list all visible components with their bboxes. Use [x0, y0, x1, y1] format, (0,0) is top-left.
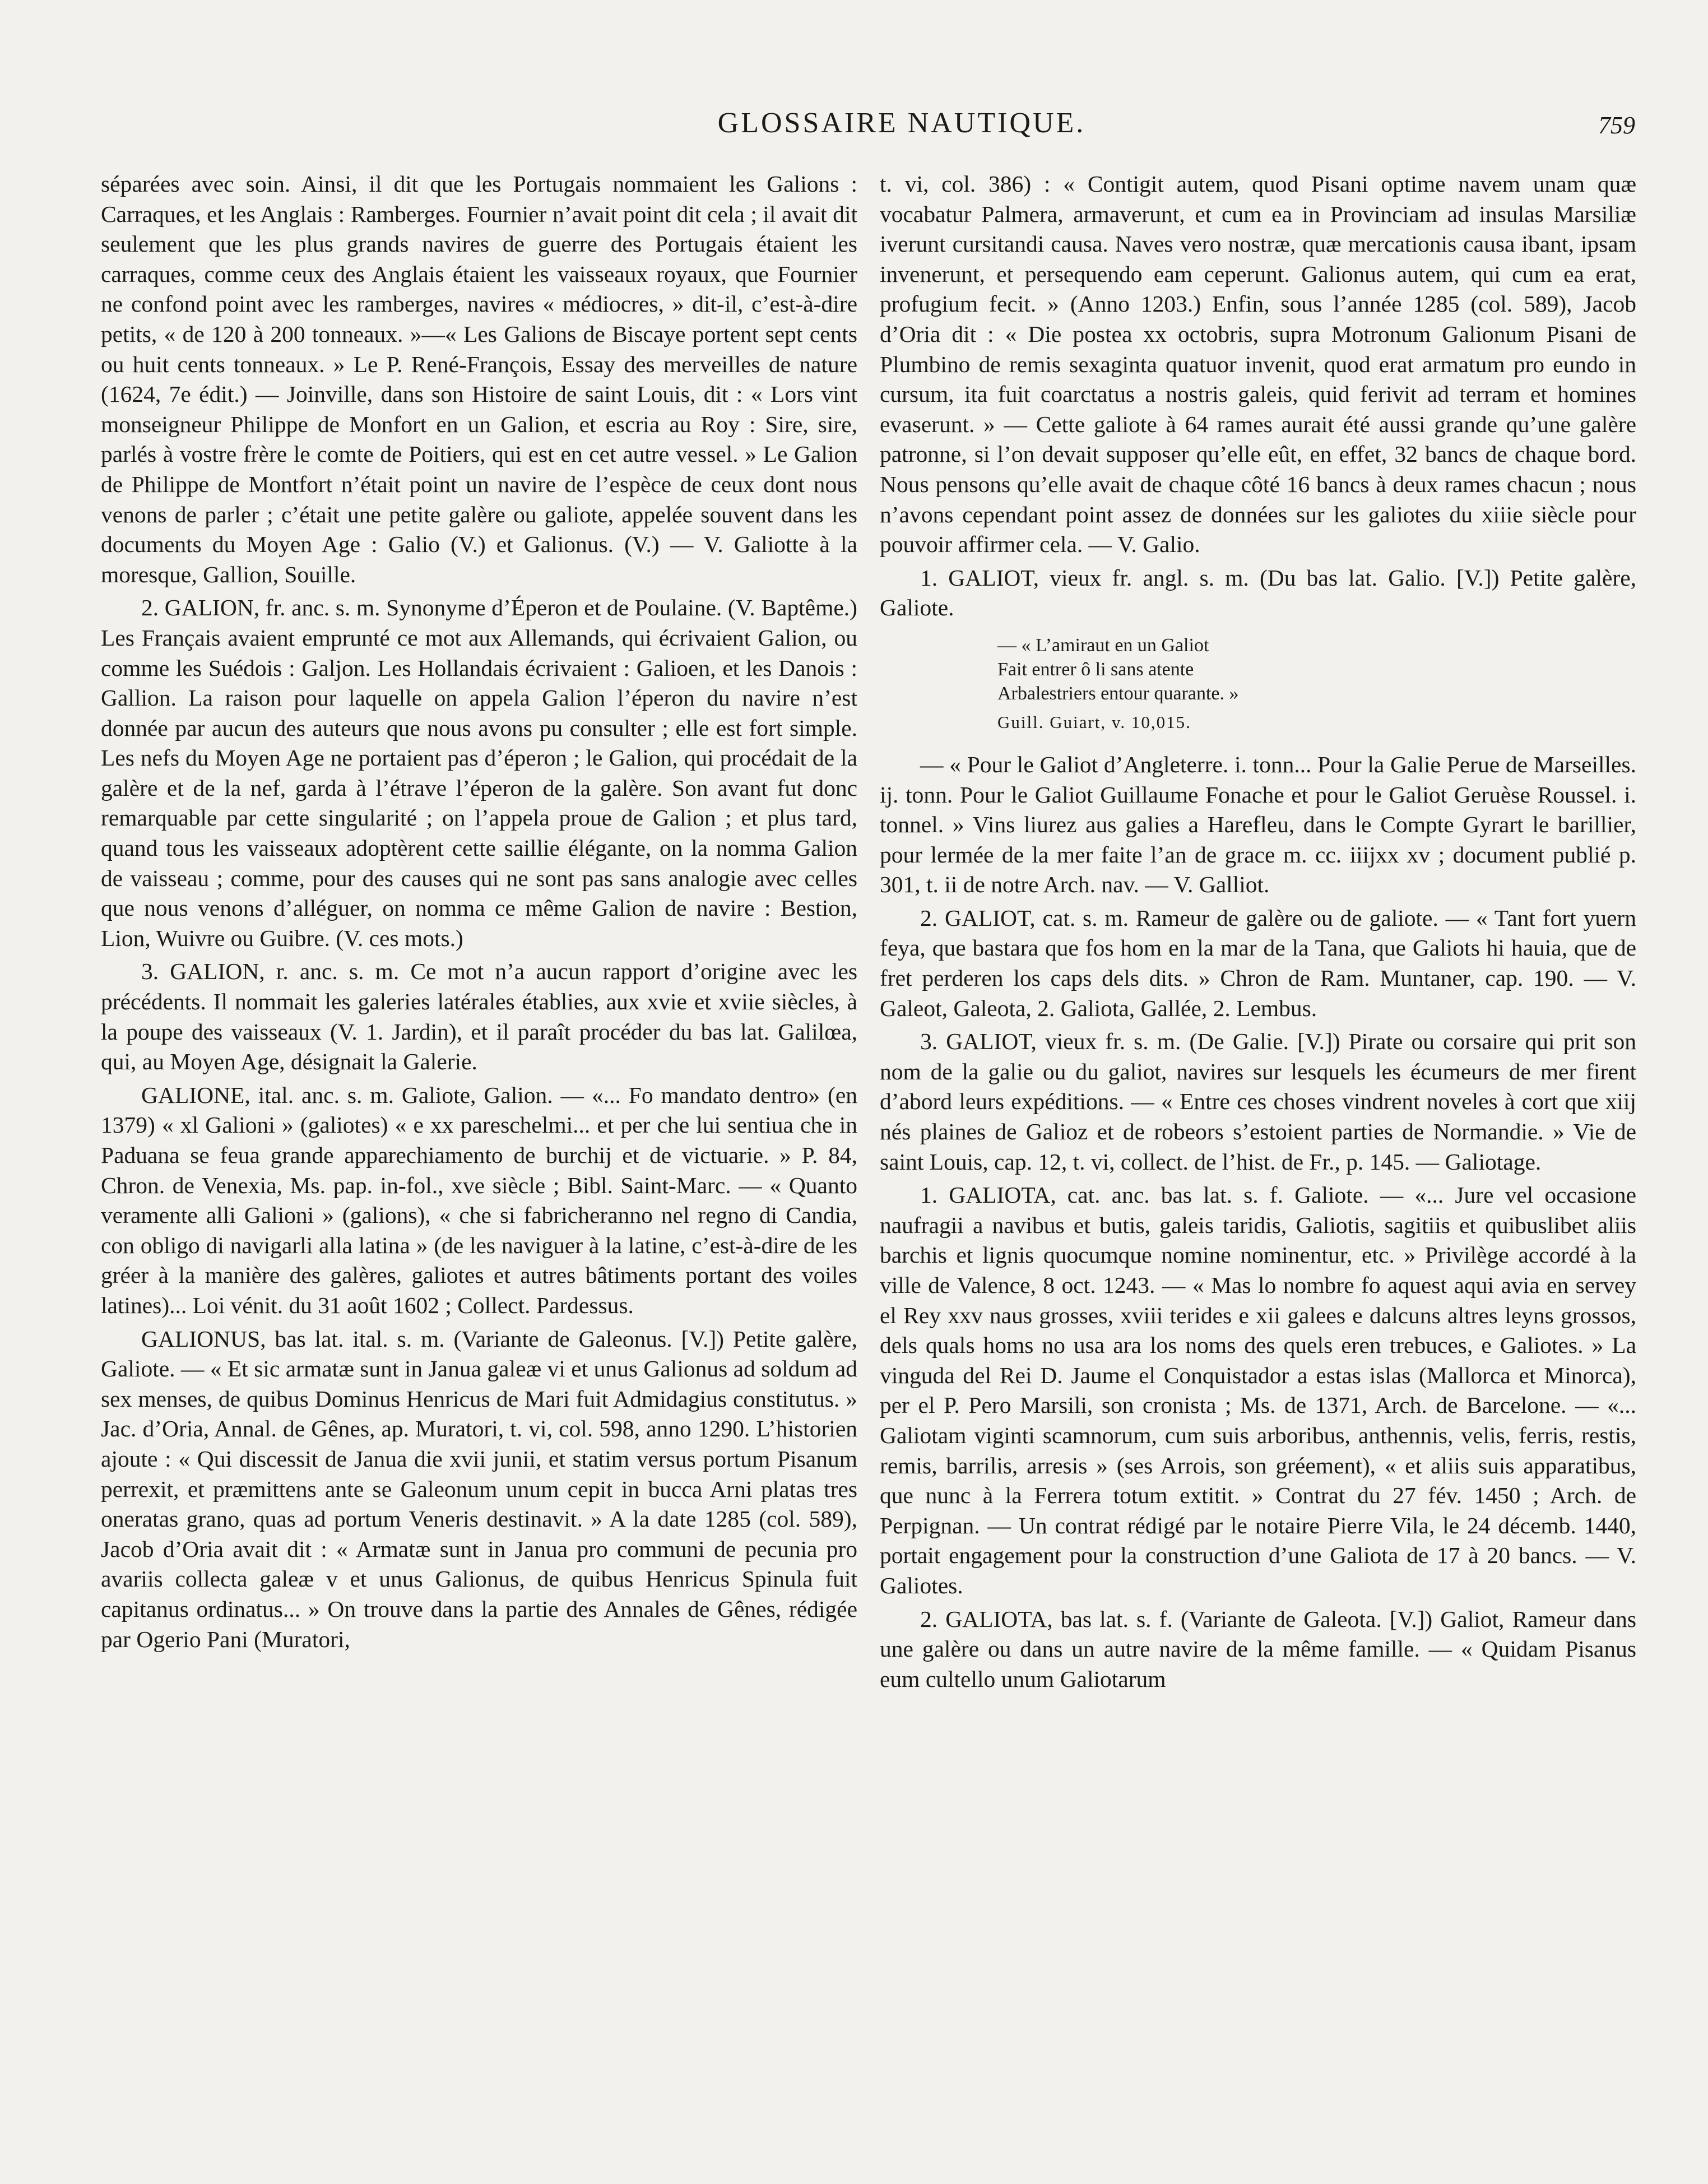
paragraph: t. vi, col. 386) : « Contigit autem, quod Pisani optime navem unam quæ vocabatur Palmera, armaverunt, et cum ea in Provinciam ad insulas Marsiliæ iverunt cursitandi causa. Naves vero nostræ, quæ mercationis causa ibant, ipsam invenerunt, et persequendo eam ceperunt. Galionus autem, qui cum ea erat, profugium fecit. » (Anno 1203.) Enfin, sous l’année 1285 (col. 589), Jacob d’Oria dit : « Die postea xx octobris, supra Motronum Galionum Pisani de Plumbino de remis sexaginta quatuor invenit, quod erat armatum pro eundo in cursum, ita fuit coarctatus a nostris galeis, quid ferivit ad terram et homines evaserunt. » — Cette galiote à 64 rames aurait été aussi grande qu’une galère patronne, si l’on devait supposer qu’elle eût, en effet, 32 bancs de chaque bord. Nous pensons qu’elle avait de chaque côté 16 bancs à deux rames chacun ; nous n’avons cependant point assez de données sur les galiotes du xiiie siècle pour pouvoir affirmer cela. — V. Galio. — [880, 171, 1636, 558]
paragraph: — « Pour le Galiot d’Angleterre. i. tonn... Pour la Galie Perue de Marseilles. ij. tonn. Pour le Galiot Guillaume Fonache et pour le Galiot Geruèse Roussel. i. tonnel. » Vins liurez aus galies a Harefleu, dans le Compte Gyrart le barillier, pour lermée de la mer faite l’an de grace m. cc. iiijxx xv ; document publié p. 301, t. ii de notre Arch. nav. — V. Galliot. — [880, 751, 1636, 898]
text-columns — [101, 169, 1658, 1698]
entry-galiot-1: 1. GALIOT, vieux fr. angl. s. m. (Du bas lat. Galio. [V.]) Petite galère, Galiote. — [880, 564, 1636, 621]
header-title: GLOSSAIRE NAUTIQUE. — [717, 107, 1086, 139]
quote-source: Guill. Guiart, v. 10,015. — [997, 712, 1191, 732]
entry-galion-2: 2. GALION, fr. anc. s. m. Synonyme d’Éperon et de Poulaine. (V. Baptême.) Les Français avaient emprunté ce mot aux Allemands, qui écrivaient Galion, ou comme les Suédois : Galjon. Les Hollandais écrivaient : Galioen, et les Danois : Gallion. La raison pour laquelle on appela Galion l’éperon du navire n’est donnée par aucun des auteurs que nous avons pu consulter ; elle est fort simple. Les nefs du Moyen Age ne portaient pas d’éperon ; le Galion, qui procédait de la galère et de la nef, garda à l’étrave l’éperon de la galère. Son avant fut donc remarquable par cette singularité ; on l’appela proue de Galion ; et plus tard, quand tous les vaisseaux adoptèrent cette saillie élégante, on la nomma Galion de vaisseau ; comme, pour des causes qui ne sont pas sans analogie avec celles que nous venons d’alléguer, on nomma ce même Galion de navire : Bestion, Lion, Wuivre ou Guibre. (V. ces mots.) — [101, 595, 857, 951]
quote-line: Arbalestriers entour quarante. » — [997, 683, 1239, 704]
verse-quote — [997, 633, 1636, 734]
page-number: 759 — [1598, 112, 1635, 139]
entry-galiot-2: 2. GALIOT, cat. s. m. Rameur de galère ou de galiote. — « Tant fort yuern feya, que bastara que fos hom en la mar de la Tana, que Galiots hi hauia, que de fret perderen los caps dels dits. » Chron de Ram. Muntaner, cap. 190. — V. Galeot, Galeota, 2. Galiota, Gallée, 2. Lembus. — [880, 905, 1636, 1021]
running-header — [101, 106, 1658, 146]
paragraph: séparées avec soin. Ainsi, il dit que les Portugais nommaient les Galions : Carraques, et les Anglais : Ramberges. Fournier n’avait point dit cela ; il avait dit seulement que les plus grands navires de guerre des Portugais étaient les carraques, comme ceux des Anglais étaient les vaisseaux royaux, que Fournier ne confond point avec les ramberges, navires « médiocres, » dit-il, c’est-à-dire petits, « de 120 à 200 tonneaux. »—« Les Galions de Biscaye portent sept cents ou huit cents tonneaux. » Le P. René-François, Essay des merveilles de nature (1624, 7e édit.) — Joinville, dans son Histoire de saint Louis, dit : « Lors vint monseigneur Philippe de Monfort en un Galion, et escria au Roy : Sire, sire, parlés à vostre frère le comte de Poitiers, qui est en cet autre vessel. » Le Galion de Philippe de Montfort n’était point un navire de l’espèce de ceux dont nous venons de parler ; c’était une petite galère ou galiote, appelée souvent dans les documents du Moyen Age : Galio (V.) et Galionus. (V.) — V. Galiotte à la moresque, Gallion, Souille. — [101, 171, 857, 587]
entry-galiot-3: 3. GALIOT, vieux fr. s. m. (De Galie. [V.]) Pirate ou corsaire qui prit son nom de la galie ou du galiot, navires sur lesquels les écumeurs de mer firent d’abord leurs expéditions. — « Entre ces choses vindrent noveles à cort que xiij nés plaines de Galioz et de robeors s’estoient parties de Normandie. » Vie de saint Louis, cap. 12, t. vi, collect. de l’hist. de Fr., p. 145. — Galiotage. — [880, 1028, 1636, 1175]
entry-galiota-2: 2. GALIOTA, bas lat. s. f. (Variante de Galeota. [V.]) Galiot, Rameur dans une galère ou dans un autre navire de la même famille. — « Quidam Pisanus eum cultello unum Galiotarum — [880, 1606, 1636, 1692]
entry-galiota-1: 1. GALIOTA, cat. anc. bas lat. s. f. Galiote. — «... Jure vel occasione naufragii a navibus et butis, galeis taridis, Galiotis, sagitiis et quibuslibet aliis barchis et lignis quocumque nomine nominentur, etc. » Privilège accordé à la ville de Valence, 8 oct. 1243. — « Mas lo nombre fo aquest aqui avia en servey el Rey xxv naus grosses, xviii terides e xii galees e dalcuns altres leyns grossos, dels quals homs no usa ara los noms des quels eren trebuces, e Galiotes. » La vinguda del Rei D. Jaume el Conquistador a estas islas (Mallorca et Minorca), per el P. Pero Marsili, son cronista ; Ms. de 1371, Arch. de Barcelone. — «... Galiotam viginti scamnorum, cum suis arboribus, anthennis, velis, ferris, restis, remis, barrilis, arresis » (ses Arrois, son gréement), « et aliis suis apparatibus, que nunc à la Ferrera totum extitit. » Contrat du 27 fév. 1450 ; Arch. de Perpignan. — Un contrat rédigé par le notaire Pierre Vila, le 24 décemb. 1440, portait engagement pour la construction d’une Galiota de 17 à 20 bancs. — V. Galiotes. — [880, 1182, 1636, 1598]
quote-line: Fait entrer ô li sans atente — [997, 659, 1194, 680]
right-column — [880, 169, 1636, 1698]
quote-line: — « L’amiraut en un Galiot — [997, 634, 1209, 656]
left-column — [101, 169, 857, 1698]
entry-galione: GALIONE, ital. anc. s. m. Galiote, Galion. — «... Fo mandato dentro» (en 1379) « xl Galioni » (galiotes) « e xx pareschelmi... et per che lui sentiua che in Paduana se feua grande apparechiamento de burchij et de victuarie. » P. 84, Chron. de Venexia, Ms. pap. in-fol., xve siècle ; Bibl. Saint-Marc. — « Quanto veramente alli Galioni » (galions), « che si fabricheranno nel regno di Candia, con obligo di navigarli alla latina » (de les naviguer à la latine, c’est-à-dire de les gréer à la manière des galères, galiotes et autres bâtiments portant des voiles latines)... Loi vénit. du 31 août 1602 ; Collect. Pardessus. — [101, 1082, 857, 1318]
entry-galion-3: 3. GALION, r. anc. s. m. Ce mot n’a aucun rapport d’origine avec les précédents. Il nommait les galeries latérales établies, aux xvie et xviie siècles, à la poupe des vaisseaux (V. 1. Jardin), et il paraît procéder du bas lat. Galilœa, qui, au Moyen Age, désignait la Galerie. — [101, 958, 857, 1075]
entry-galionus: GALIONUS, bas lat. ital. s. m. (Variante de Galeonus. [V.]) Petite galère, Galiote. — « Et sic armatæ sunt in Janua galeæ vi et unus Galionus ad soldum ad sex menses, de quibus Dominus Henricus de Mari fuit Admidagius constitutus. » Jac. d’Oria, Annal. de Gênes, ap. Muratori, t. vi, col. 598, anno 1290. L’historien ajoute : « Qui discessit de Janua die xvii junii, et statim versus portum Pisanum perrexit, et præmittens ante se Galeonum unum cepit in bucca Arni platas tres oneratas grano, quas ad portum Veneris destinavit. » A la date 1285 (col. 589), Jacob d’Oria avait dit : « Armatæ sunt in Janua pro communi de pecunia pro avariis collecta galeæ v et unus Galionus, de quibus Henricus Spinula fuit capitanus ordinatus... » On trouve dans la partie des Annales de Gênes, rédigée par Ogerio Pani (Muratori, — [101, 1325, 857, 1652]
